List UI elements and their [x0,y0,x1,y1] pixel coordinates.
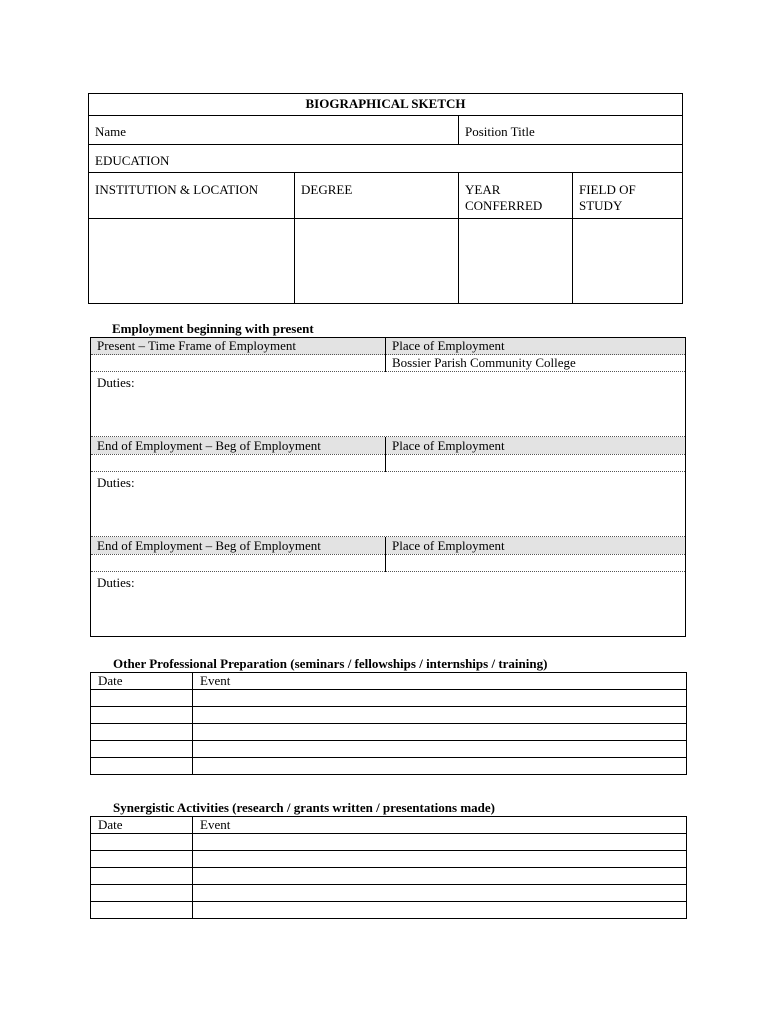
event-cell[interactable] [193,834,687,851]
event-cell[interactable] [193,885,687,902]
date-column-header: Date [91,673,193,690]
event-cell[interactable] [193,758,687,775]
date-cell[interactable] [91,902,193,919]
year-conferred-header [458,180,572,216]
event-cell[interactable] [193,902,687,919]
duties-field[interactable] [90,573,686,636]
event-cell[interactable] [193,868,687,885]
duties-label: Duties: [97,475,135,490]
event-column-header: Event [193,817,687,834]
divider [91,471,685,472]
timeframe-entry[interactable] [91,555,385,571]
field-of-study-header [572,180,682,216]
name-label: Name [95,124,127,139]
table-row [91,868,687,885]
timeframe-entry[interactable] [91,455,385,471]
place-of-employment-label: Place of Employment [392,438,505,453]
year-conferred-line2: CONFERRED [465,198,543,213]
event-column-header: Event [193,673,687,690]
timeframe-label: End of Employment – Beg of Employment [97,438,321,453]
event-cell[interactable] [193,724,687,741]
divider [91,436,685,437]
position-title-field[interactable] [458,122,682,144]
institution-entry[interactable] [89,219,294,303]
divider [91,571,685,572]
table-row [91,758,687,775]
event-cell[interactable] [193,741,687,758]
bio-sketch-title: BIOGRAPHICAL SKETCH [305,96,466,111]
divider [385,537,386,572]
date-cell[interactable] [91,885,193,902]
duties-label: Duties: [97,375,135,390]
timeframe-label: End of Employment – Beg of Employment [97,538,321,553]
divider [88,115,683,116]
other-preparation-section-title: Other Professional Preparation (seminars / fellowships / internships / training) [113,656,548,671]
table-header-row [91,817,687,834]
timeframe-entry[interactable] [91,355,385,371]
degree-header: DEGREE [301,182,353,197]
year-conferred-line1: YEAR [465,182,501,197]
synergistic-section-title: Synergistic Activities (research / grants written / presentations made) [113,800,495,815]
date-cell[interactable] [91,690,193,707]
date-cell[interactable] [91,758,193,775]
field-of-study-line1: FIELD OF [579,182,636,197]
table-row [91,902,687,919]
year-entry[interactable] [459,219,572,303]
table-row [91,885,687,902]
date-column-header: Date [91,817,193,834]
table-row [91,707,687,724]
place-of-employment-value[interactable] [385,455,685,472]
date-cell[interactable] [91,741,193,758]
education-label: EDUCATION [95,153,170,168]
divider [88,144,683,145]
place-of-employment-value[interactable] [385,555,685,572]
table-row [91,741,687,758]
divider [91,536,685,537]
date-cell[interactable] [91,868,193,885]
field-entry[interactable] [573,219,682,303]
place-of-employment-label: Place of Employment [392,338,505,353]
event-cell[interactable] [193,851,687,868]
other-preparation-table [90,672,687,775]
synergistic-table [90,816,687,919]
duties-field[interactable] [90,473,686,537]
event-cell[interactable] [193,690,687,707]
divider [385,437,386,472]
table-row [91,690,687,707]
duties-label: Duties: [97,575,135,590]
date-cell[interactable] [91,851,193,868]
field-of-study-line2: STUDY [579,198,623,213]
degree-entry[interactable] [295,219,458,303]
timeframe-label: Present – Time Frame of Employment [97,338,296,353]
table-row [91,834,687,851]
place-of-employment-label: Place of Employment [392,538,505,553]
position-title-label: Position Title [465,124,535,139]
table-header-row [91,673,687,690]
divider [91,371,685,372]
employment-section-title: Employment beginning with present [112,321,314,336]
event-cell[interactable] [193,707,687,724]
duties-field[interactable] [90,373,686,437]
name-field[interactable] [88,122,458,144]
table-row [91,724,687,741]
date-cell[interactable] [91,707,193,724]
table-row [91,851,687,868]
date-cell[interactable] [91,834,193,851]
divider [385,338,386,372]
divider [88,172,683,173]
date-cell[interactable] [91,724,193,741]
institution-location-header: INSTITUTION & LOCATION [95,182,259,197]
place-of-employment-value[interactable]: Bossier Parish Community College [392,355,576,370]
